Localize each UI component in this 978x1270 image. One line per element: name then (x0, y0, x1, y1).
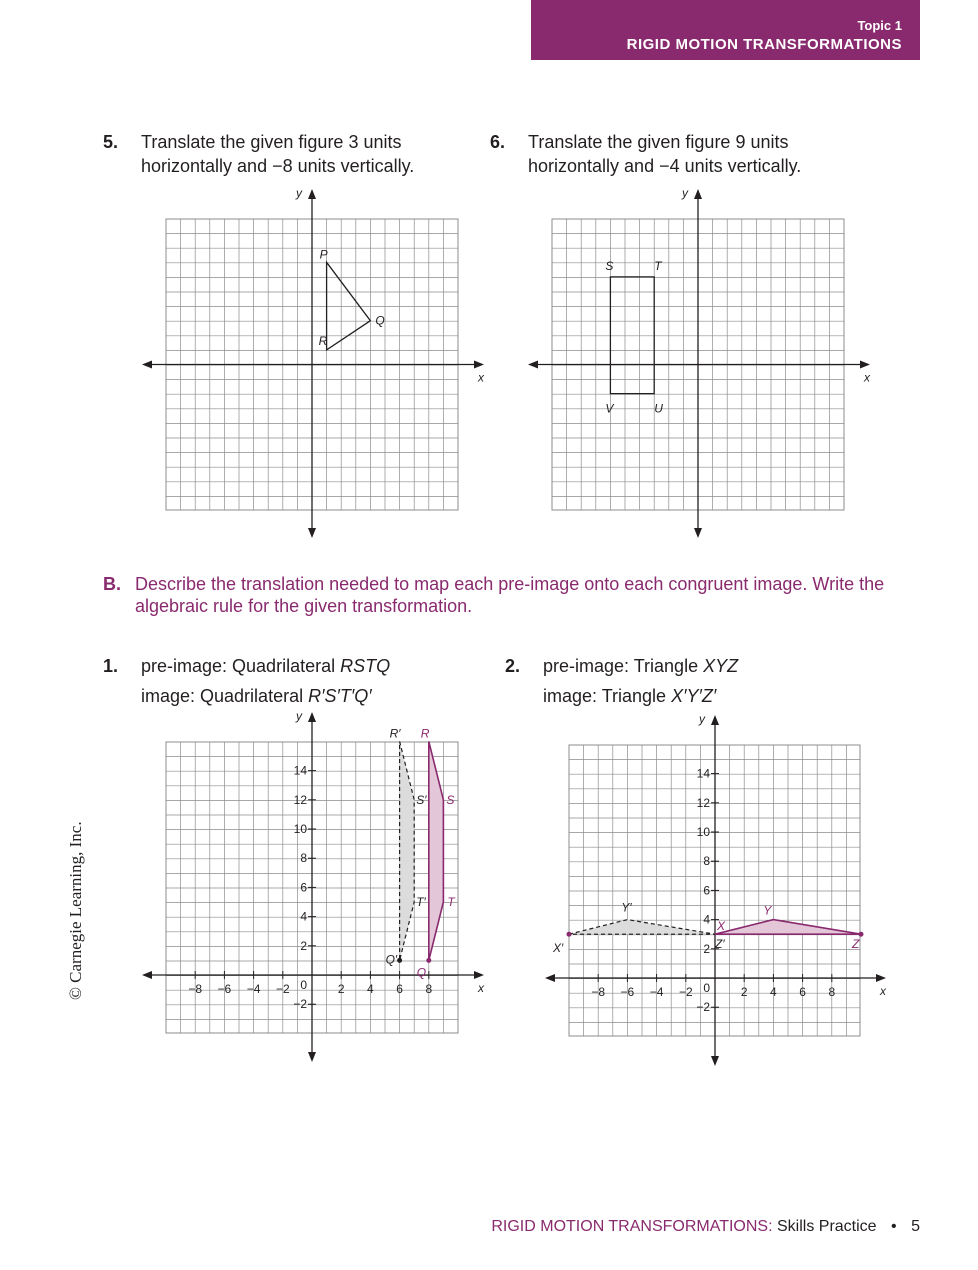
pre-image-vertex-label: S (446, 792, 455, 807)
footer-topic: RIGID MOTION TRANSFORMATIONS: (491, 1218, 773, 1235)
pre-image-vertex-label: Q (416, 965, 427, 980)
footer-separator: • (891, 1218, 897, 1235)
problem-text-line: horizontally and −4 units vertically. (528, 156, 802, 176)
problem-number: 6. (490, 132, 506, 152)
page-footer (491, 1218, 920, 1236)
y-tick-label: −2 (696, 1000, 710, 1015)
y-tick-label: −2 (293, 997, 307, 1012)
image-label: image: Triangle (543, 686, 672, 706)
pre-image-vertex-label: R (420, 726, 430, 741)
pre-image-name: XYZ (703, 656, 739, 676)
y-axis-label: y (682, 186, 688, 200)
x-tick-label: −8 (188, 982, 203, 996)
problem-number: 2. (505, 656, 521, 676)
x-tick-label: 2 (740, 985, 748, 999)
x-tick-label: −2 (275, 982, 290, 996)
pre-image-label: pre-image: Triangle (543, 656, 704, 676)
image-vertex-label: S′ (416, 792, 427, 807)
y-tick-label: 12 (696, 795, 710, 810)
x-tick-label: −8 (591, 985, 606, 999)
image-vertex-label: T′ (416, 895, 426, 909)
x-tick-label: −6 (217, 982, 232, 996)
image-vertex-label: Y′ (621, 900, 632, 915)
pre-image-vertex-label: Y (763, 903, 772, 918)
image-name: R′S′T′Q′ (308, 686, 372, 706)
x-tick-label: 4 (770, 985, 777, 999)
problem-number: 5. (103, 132, 119, 152)
pre-image-vertex-label: X (717, 919, 726, 934)
image-vertex-label: Z′ (715, 937, 725, 952)
vertex-label: P (319, 247, 328, 262)
vertex-label: T (654, 258, 662, 273)
x-tick-label: 6 (396, 982, 403, 996)
y-tick-label: 14 (293, 763, 307, 778)
x-tick-label: 8 (828, 985, 836, 999)
pre-image-triangle (715, 920, 861, 935)
problem-number: 1. (103, 656, 119, 676)
x-axis-arrow-left (545, 974, 555, 982)
pre-image-vertex-label: T (447, 895, 455, 909)
y-axis-label: y (296, 186, 302, 200)
problem-text-line: Translate the given figure 9 units (528, 132, 789, 152)
vertex-label: V (605, 401, 614, 416)
y-tick-label: 14 (696, 766, 710, 781)
origin-label: 0 (703, 981, 710, 995)
y-tick-label: 4 (703, 912, 710, 927)
vertex-label: Q (375, 313, 385, 328)
topic-title: RIGID MOTION TRANSFORMATIONS (626, 36, 902, 53)
vertex-label: R (318, 333, 328, 348)
x-tick-label: 8 (425, 982, 433, 996)
image-vertex-label: X′ (553, 941, 564, 956)
page-number: 5 (911, 1218, 920, 1235)
y-tick-label: 4 (300, 909, 307, 924)
x-tick-label: 6 (799, 985, 806, 999)
footer-subtitle: Skills Practice (772, 1218, 877, 1235)
problem-text-line: Translate the given figure 3 units (141, 132, 402, 152)
x-tick-label: 4 (367, 982, 374, 996)
x-tick-label: −6 (620, 985, 635, 999)
section-instructions: Describe the translation needed to map each pre-image onto each congruent image. Write the algebraic rule for the given transformation. (135, 574, 885, 616)
x-axis-arrow-right (876, 974, 886, 982)
x-axis-label: x (880, 984, 886, 998)
y-tick-label: 6 (703, 883, 710, 898)
y-tick-label: 8 (300, 851, 307, 866)
problem-text-line: horizontally and −8 units vertically. (141, 156, 415, 176)
y-axis-label: y (296, 709, 302, 723)
section-letter: B. (103, 574, 121, 594)
x-axis-label: x (864, 370, 870, 385)
vertex-point (859, 932, 864, 937)
x-tick-label: 2 (337, 982, 345, 996)
topic-number: Topic 1 (857, 18, 902, 33)
y-tick-label: 10 (293, 822, 307, 836)
y-tick-label: 8 (703, 854, 710, 869)
vertex-label: S (605, 258, 614, 273)
x-axis-label: x (478, 370, 484, 385)
y-axis-label: y (699, 712, 705, 726)
image-vertex-label: Q′ (385, 952, 398, 967)
pre-image-label: pre-image: Quadrilateral (141, 656, 341, 676)
x-tick-label: −2 (678, 985, 693, 999)
y-tick-label: 2 (300, 938, 307, 953)
vertex-point (567, 932, 572, 937)
y-axis-arrow-top (711, 715, 719, 725)
copyright-notice: © Carnegie Learning, Inc. (66, 821, 85, 1000)
image-vertex-label: R′ (389, 726, 401, 741)
image-name: X′Y′Z′ (671, 686, 717, 706)
x-tick-label: −4 (649, 985, 664, 999)
y-tick-label: 10 (696, 825, 710, 839)
image-label: image: Quadrilateral (141, 686, 309, 706)
x-tick-label: −4 (246, 982, 261, 996)
vertex-label: U (654, 401, 663, 416)
origin-label: 0 (300, 978, 307, 992)
y-tick-label: 2 (703, 941, 710, 956)
pre-image-name: RSTQ (340, 656, 391, 676)
pre-image-vertex-label: Z (852, 937, 860, 952)
y-tick-label: 6 (300, 880, 307, 895)
y-axis-arrow-bottom (711, 1056, 719, 1066)
y-tick-label: 12 (293, 792, 307, 807)
x-axis-label: x (478, 981, 484, 995)
